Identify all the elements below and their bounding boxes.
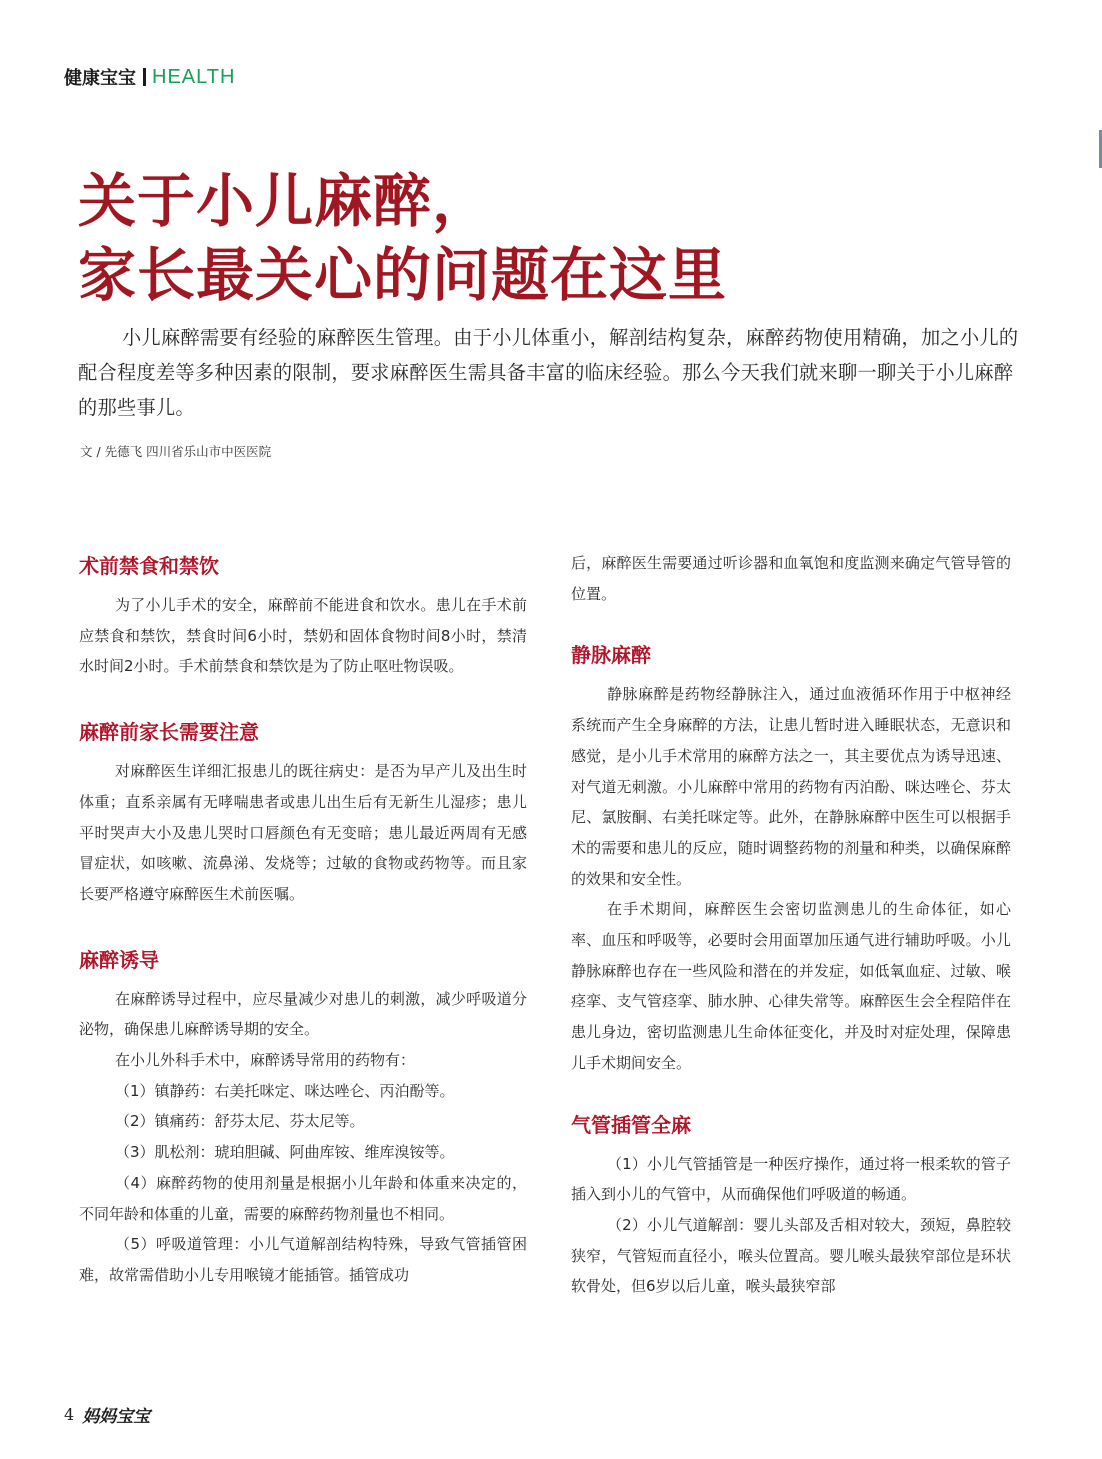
page-number: 4 (64, 1405, 75, 1424)
paragraph: 静脉麻醉是药物经静脉注入，通过血液循环作用于中枢神经系统而产生全身麻醉的方法，让患儿暂时进入睡眠状态，无意识和感觉，是小儿手术常用的麻醉方法之一，其主要优点为诱导迅速、对气道无刺激。小儿麻醉中常用的药物有丙泊酚、咪达唑仑、芬太尼、氯胺酮、右美托咪定等。此外，在静脉麻醉中医生可以根据手术的需要和患儿的反应，随时调整药物的剂量和种类，以确保麻醉的效果和安全性。 (571, 685, 1011, 888)
section-label: HEALTH (152, 65, 236, 88)
list-item: （5）呼吸道管理：小儿气道解剖结构特殊，导致气管插管困难，故常需借助小儿专用喉镜才能插管。插管成功 (79, 1235, 527, 1284)
title-line-2: 家长最关心的问题在这里 (78, 241, 728, 309)
brand-label: 健康宝宝 (64, 68, 136, 89)
section-heading: 术前禁食和禁饮 (79, 554, 219, 578)
paragraph: 为了小儿手术的安全，麻醉前不能进食和饮水。患儿在手术前应禁食和禁饮，禁食时间6小时，禁奶和固体食物时间8小时，禁清水时间2小时。手术前禁食和禁饮是为了防止呕吐物误吸。 (79, 596, 527, 676)
article-title (78, 164, 727, 312)
paragraph: 后，麻醉医生需要通过听诊器和血氧饱和度监测来确定气管导管的位置。 (571, 554, 1011, 603)
right-column (571, 548, 1011, 1302)
paragraph: 对麻醉医生详细汇报患儿的既往病史：是否为早产儿及出生时体重；直系亲属有无哮喘患者或患儿出生后有无新生儿湿疹；患儿平时哭声大小及患儿哭时口唇颜色有无变暗；患儿最近两周有无感冒症状，如咳嗽、流鼻涕、发烧等；过敏的食物或药物等。而且家长要严格遵守麻醉医生术前医嘱。 (79, 762, 527, 903)
list-item: （2）镇痛药：舒芬太尼、芬太尼等。 (115, 1112, 365, 1131)
header-divider (143, 68, 146, 86)
list-item: （1）镇静药：右美托咪定、咪达唑仑、丙泊酚等。 (115, 1081, 455, 1100)
magazine-logo: 妈妈宝宝 (82, 1407, 151, 1427)
page-footer (64, 1402, 150, 1427)
section-heading: 静脉麻醉 (571, 643, 651, 668)
paragraph: （2）小儿气道解剖：婴儿头部及舌相对较大，颈短，鼻腔较狭窄，气管短而直径小，喉头位置高。婴儿喉头最狭窄部位是环状软骨处，但6岁以后儿童，喉头最狭窄部 (571, 1215, 1011, 1296)
byline: 文 / 先德飞 四川省乐山市中医医院 (80, 444, 272, 459)
list-item: （3）肌松剂：琥珀胆碱、阿曲库铵、维库溴铵等。 (115, 1143, 455, 1162)
section-heading: 麻醉诱导 (79, 947, 159, 972)
left-column (79, 546, 527, 1291)
running-header (64, 64, 235, 90)
list-item: （4）麻醉药物的使用剂量是根据小儿年龄和体重来决定的，不同年龄和体重的儿童，需要的麻醉药物剂量也不相同。 (79, 1173, 527, 1223)
section-heading: 麻醉前家长需要注意 (79, 720, 259, 745)
intro-paragraph: 小儿麻醉需要有经验的麻醉医生管理。由于小儿体重小，解剖结构复杂，麻醉药物使用精确，加之小儿的配合程度差等多种因素的限制，要求麻醉医生需具备丰富的临床经验。那么今天我们就来聊一聊关于小儿麻醉的那些事儿。 (78, 326, 1019, 419)
section-heading: 气管插管全麻 (571, 1112, 691, 1137)
paragraph: 在麻醉诱导过程中，应尽量减少对患儿的刺激，减少呼吸道分泌物，确保患儿麻醉诱导期的安全。 (79, 989, 527, 1039)
paragraph: 在手术期间，麻醉医生会密切监测患儿的生命体征，如心率、血压和呼吸等，必要时会用面罩加压通气进行辅助呼吸。小儿静脉麻醉也存在一些风险和潜在的并发症，如低氧血症、过敏、喉痉挛、支气管痉挛、肺水肿、心律失常等。麻醉医生会全程陪伴在患儿身边，密切监测患儿生命体征变化，并及时对症处理，保障患儿手术期间安全。 (571, 900, 1011, 1072)
paragraph: （1）小儿气管插管是一种医疗操作，通过将一根柔软的管子插入到小儿的气管中，从而确保他们呼吸道的畅通。 (571, 1154, 1011, 1204)
paragraph: 在小儿外科手术中，麻醉诱导常用的药物有： (115, 1051, 416, 1070)
title-line-1: 关于小儿麻醉， (78, 167, 492, 235)
